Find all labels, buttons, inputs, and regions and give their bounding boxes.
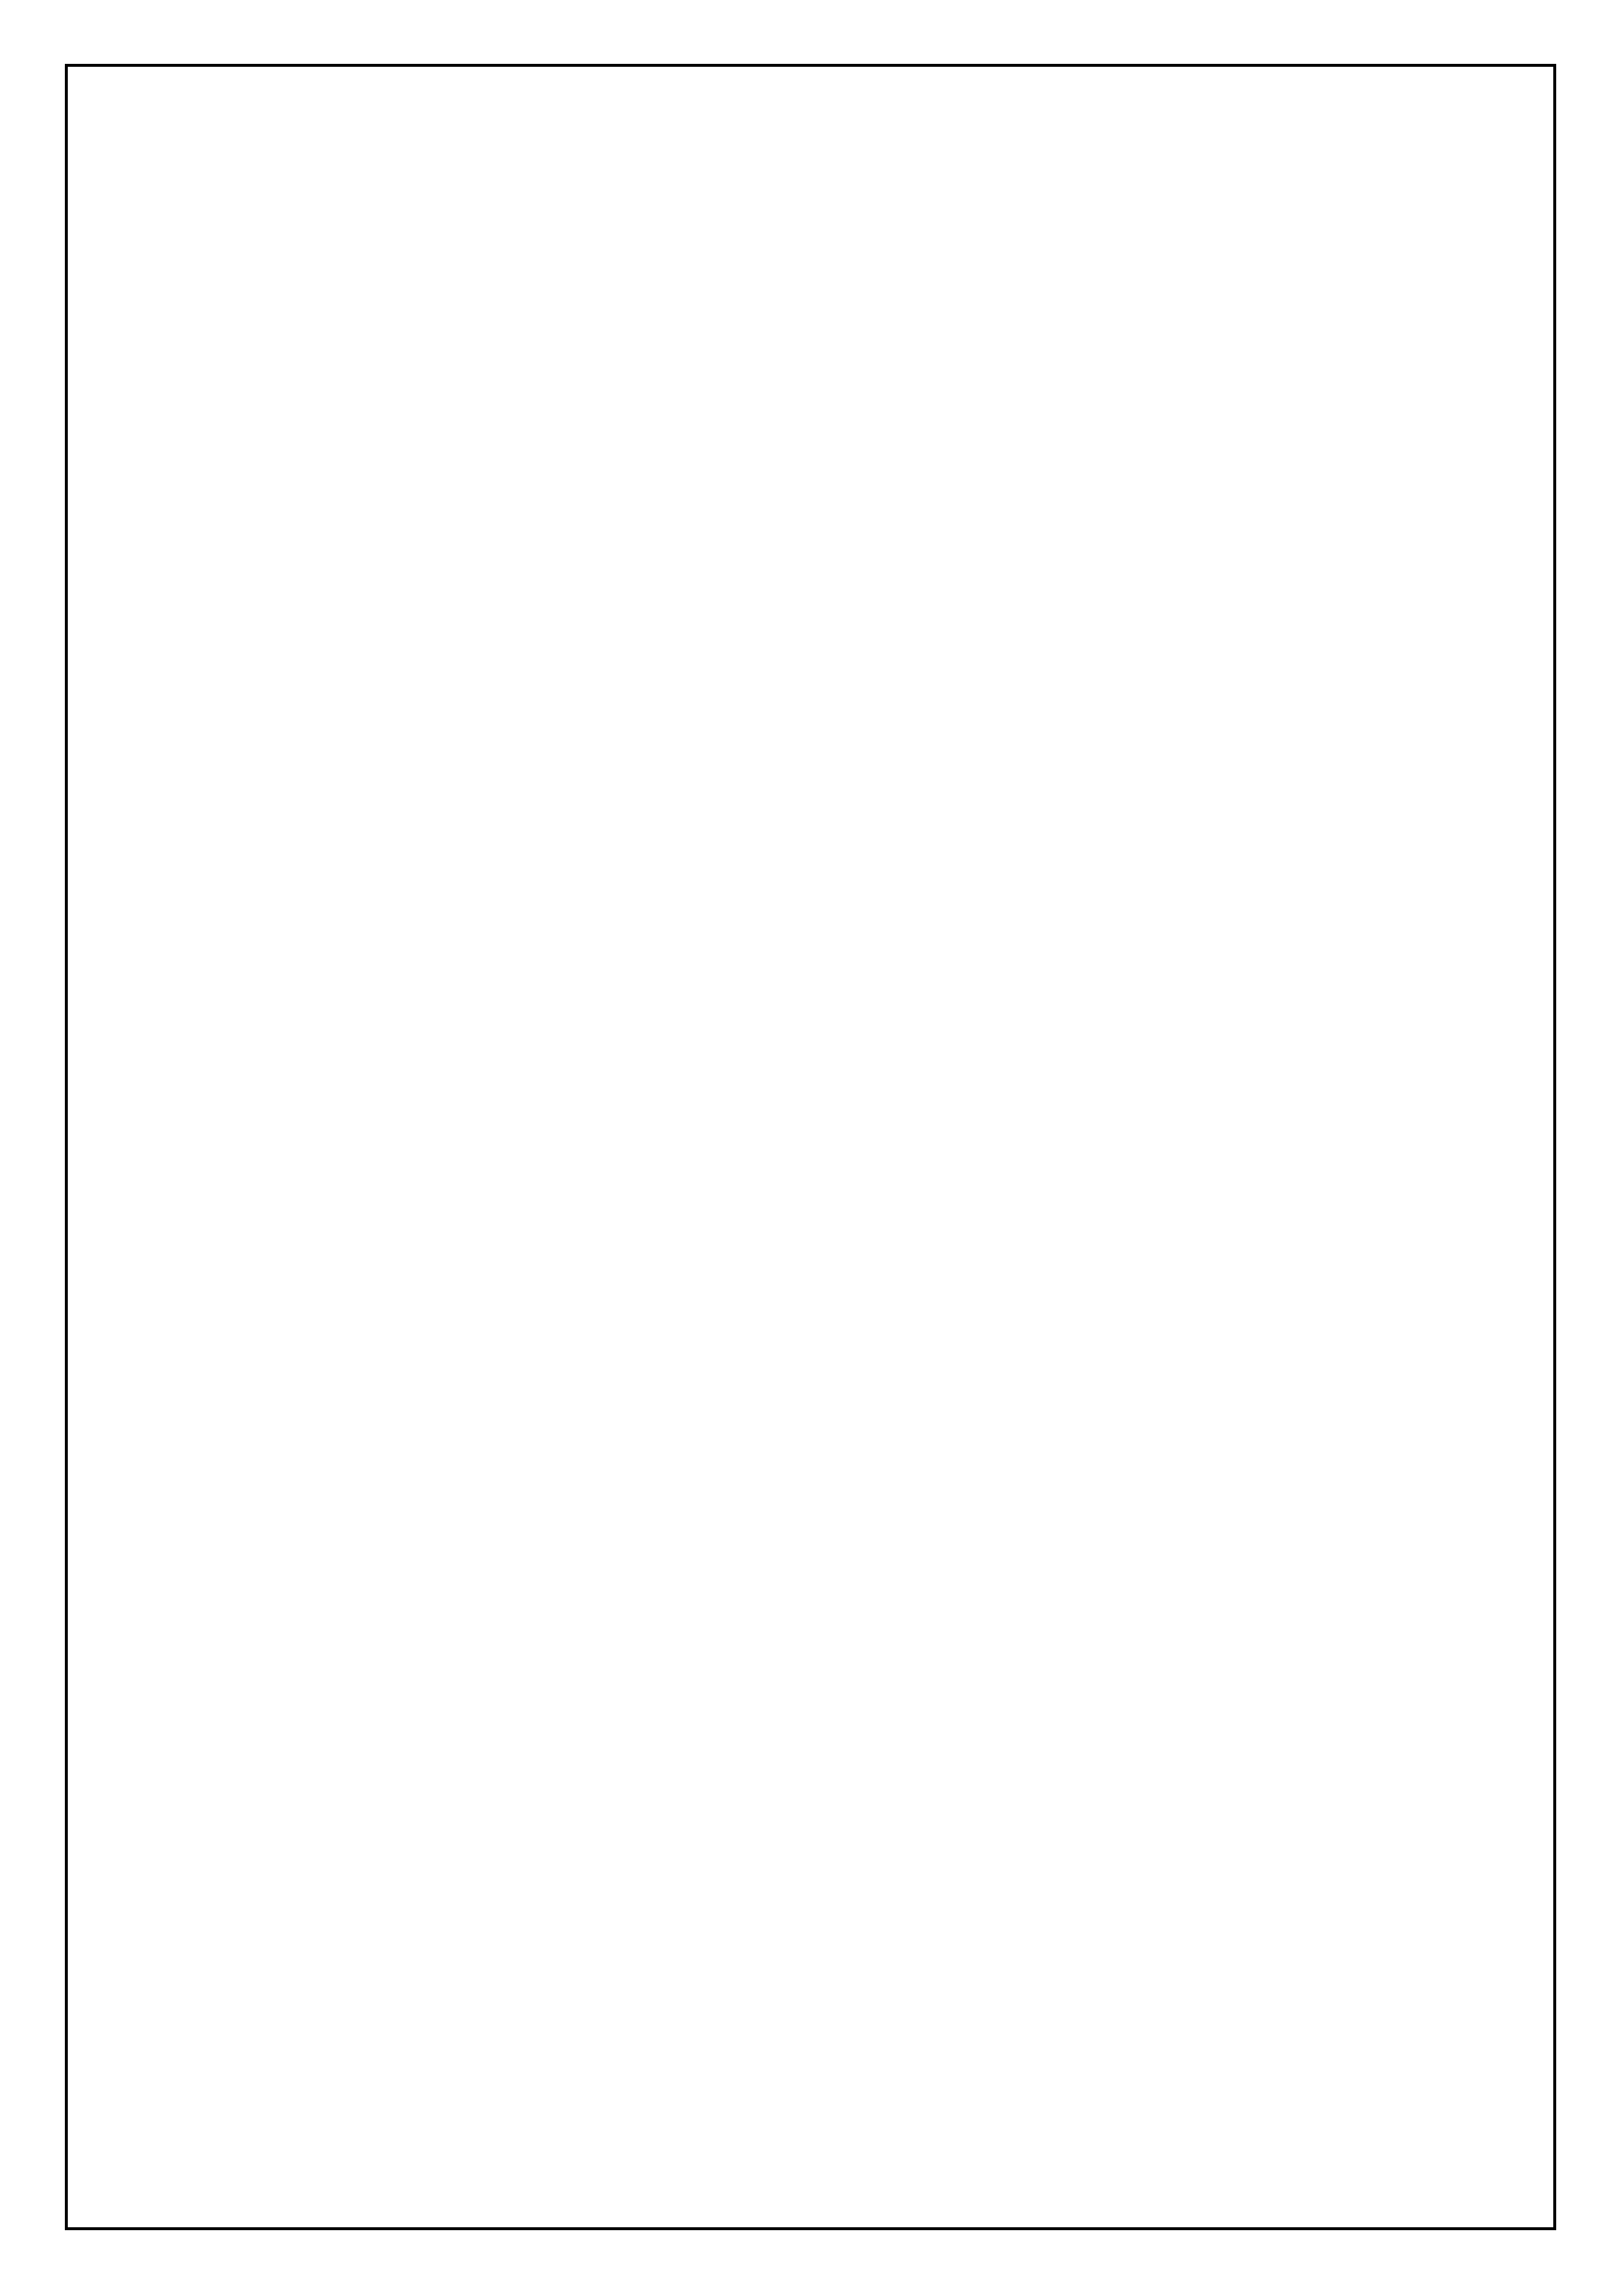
game-board-illustration (677, 815, 1561, 1335)
